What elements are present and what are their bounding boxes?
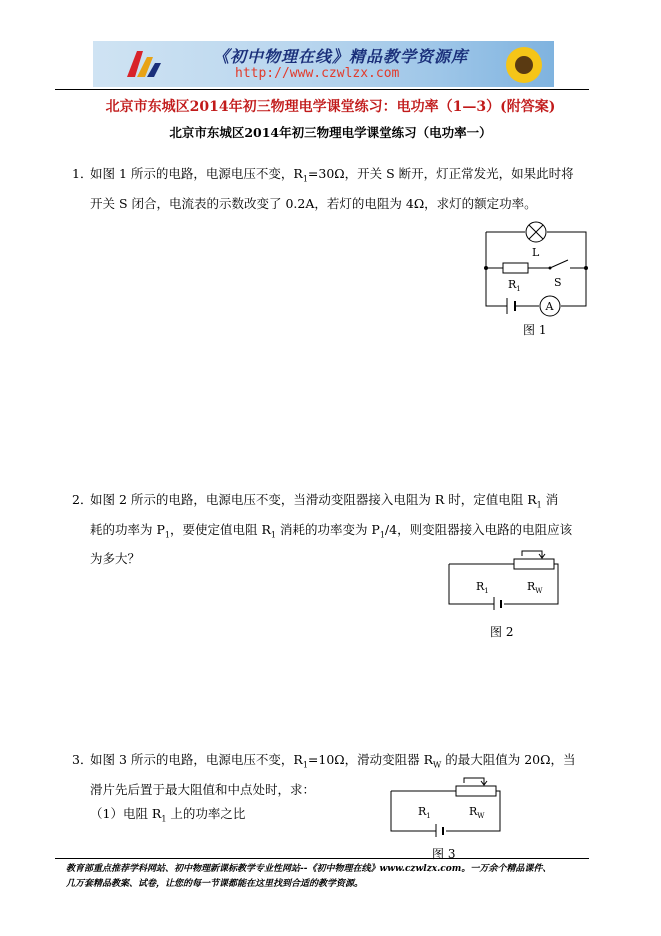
banner-url[interactable]: http://www.czwlzx.com: [235, 66, 400, 81]
page-title: 北京市东城区2014年初三物理电学课堂练习：电功率（1—3）(附答案): [105, 99, 556, 115]
question-number: 1．: [72, 166, 93, 181]
lamp-label: L: [532, 246, 540, 259]
r1-label: $R_1$: [476, 580, 489, 595]
rw-label: $R_W$: [469, 805, 485, 820]
footer-rule: [55, 858, 589, 859]
question-text-line: 开关 S 闭合，电流表的示数改变了 0.2A，若灯的电阻为 4Ω，求灯的额定功率。: [90, 195, 537, 211]
question-text-line: 滑片先后置于最大阻值和中点处时，求：: [90, 781, 316, 797]
question-text-line: 如图 2 所示的电路，电源电压不变，当滑动变阻器接入电阻为 R 时，定值电阻 $R_1$ 消: [90, 492, 559, 510]
switch-label: S: [554, 276, 562, 289]
question-text-line: 如图 3 所示的电路，电源电压不变，$R_1=10\Omega$，滑动变阻器 $R_W$ 的最大阻值为 20Ω，当: [90, 752, 576, 770]
question-text-line: （1）电阻 $R_1$ 上的功率之比: [90, 805, 246, 823]
question-number: 3．: [72, 752, 93, 767]
question-1: [72, 162, 590, 216]
header-rule: [55, 89, 589, 90]
figure-2-circuit: [444, 548, 564, 610]
question-text-line: 耗的功率为 $P_1$，要使定值电阻 $R_1$ 消耗的功率变为 $P_1/4$，则变阻器接入电路的电阻应该: [90, 521, 573, 539]
footer-line: 教育部重点推荐学科网站、初中物理新课标教学专业性网站--《初中物理在线》www.czwlzx.com。一万余个精品课件、: [66, 864, 552, 874]
question-number: 2．: [72, 492, 93, 507]
footer: [66, 862, 606, 892]
page-subtitle: 北京市东城区2014年初三物理电学课堂练习（电功率一）: [169, 125, 492, 140]
banner-title: 《初中物理在线》精品教学资源库: [213, 47, 469, 66]
ammeter-label: A: [545, 300, 554, 313]
sunflower-icon: [502, 43, 546, 87]
header-banner: [93, 41, 554, 87]
footer-line: 几万套精品教案、试卷，让您的每一节课都能在这里找到合适的教学资源。: [66, 879, 364, 889]
question-text-line: 为多大？: [90, 551, 141, 566]
question-text-line: 如图 1 所示的电路，电源电压不变，$R_1=30\Omega$，开关 S 断开，灯正常发光，如果此时将: [90, 166, 574, 184]
site-logo-icon: [123, 47, 163, 81]
resistor-label: $R_1$: [508, 278, 521, 293]
question-3: [72, 748, 590, 831]
figure-1-circuit: [478, 218, 593, 323]
figure-2-caption: 图 2: [490, 625, 514, 639]
r1-label: $R_1$: [418, 805, 431, 820]
figure-3-circuit: [386, 775, 506, 837]
figure-3-caption: 图 3: [432, 847, 456, 861]
figure-1-caption: 图 1: [523, 323, 547, 337]
rw-label: $R_W$: [527, 580, 543, 595]
